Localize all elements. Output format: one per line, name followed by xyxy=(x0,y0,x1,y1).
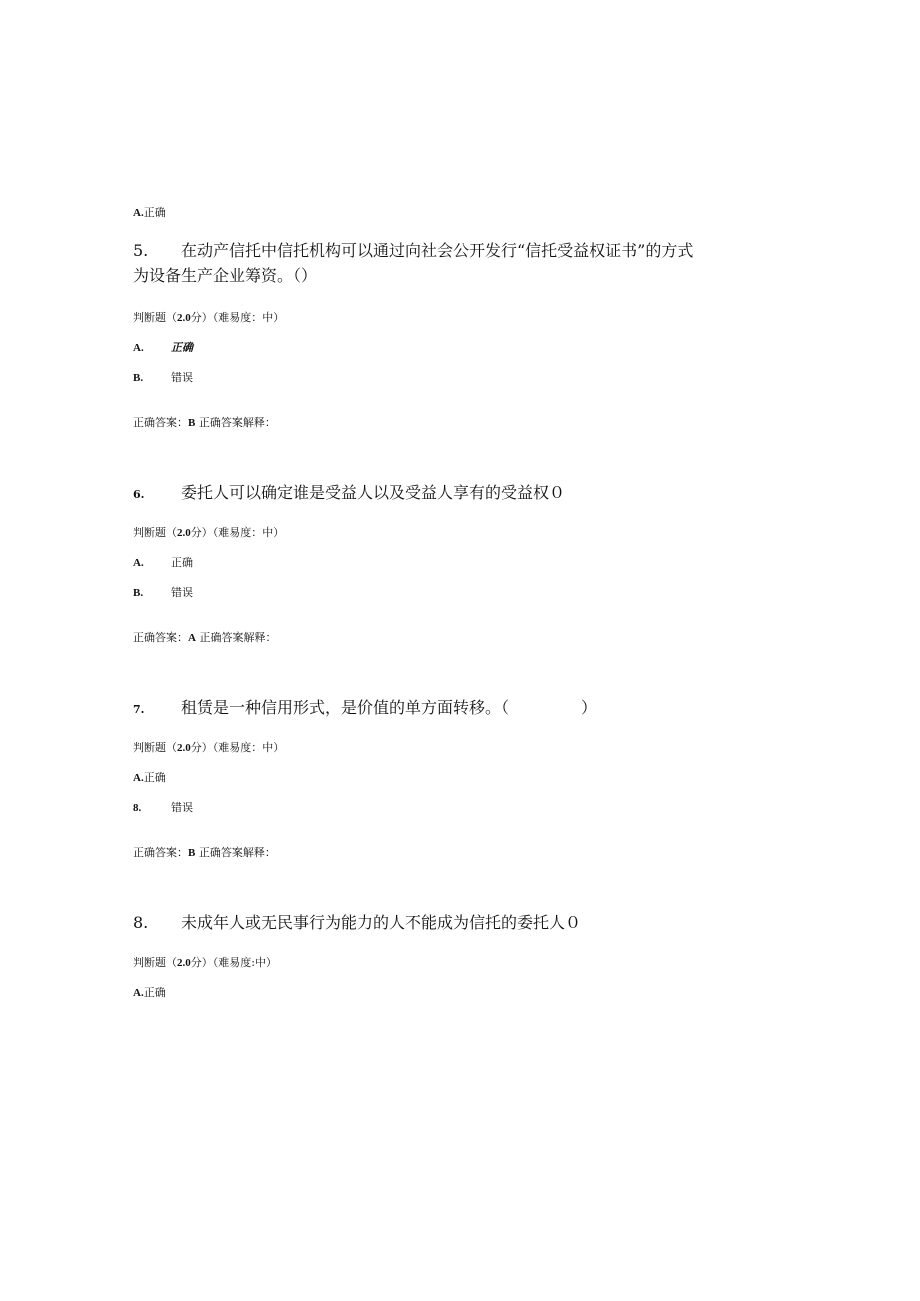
question-text: 租赁是一种信用形式，是价值的单方面转移。（ xyxy=(181,698,510,717)
option-text: 正确 xyxy=(143,771,166,784)
question-8-meta: 判断题（2.0分）（难易度:中） xyxy=(133,956,277,969)
question-text: 委托人可以确定谁是受益人以及受益人享有的受益权０ xyxy=(181,483,566,502)
option-label: A. xyxy=(133,207,144,219)
option-label: B. xyxy=(133,372,144,384)
question-number: 6. xyxy=(133,488,145,501)
question-7-option-a[interactable] xyxy=(133,771,166,785)
option-label: A. xyxy=(133,772,144,784)
question-6-option-b[interactable] xyxy=(133,586,193,600)
question-number: 5. xyxy=(133,241,149,260)
score: 2.0 xyxy=(177,527,191,539)
option-text: 错误 xyxy=(171,801,193,814)
score: 2.0 xyxy=(177,957,191,969)
question-5 xyxy=(133,239,693,263)
question-6-option-a[interactable] xyxy=(133,556,193,570)
option-text: 错误 xyxy=(171,586,193,599)
score: 2.0 xyxy=(177,742,191,754)
question-8-option-a[interactable] xyxy=(133,986,166,1000)
score: 2.0 xyxy=(177,312,191,324)
answer-value: A xyxy=(188,632,196,644)
option-label: B. xyxy=(133,587,144,599)
option-label: A. xyxy=(133,557,144,569)
question-7-option-b[interactable] xyxy=(133,801,193,815)
question-7-meta: 判断题（2.0分）（难易度：中） xyxy=(133,741,285,754)
question-6 xyxy=(133,481,565,507)
option-text: 正确 xyxy=(143,206,166,219)
question-5-option-b[interactable] xyxy=(133,371,193,385)
question-7-answer: 正确答案：B 正确答案解释： xyxy=(133,846,276,859)
top-option-a xyxy=(133,206,166,220)
question-number: 8. xyxy=(133,913,149,932)
option-text: 错误 xyxy=(171,371,193,384)
question-5-option-a[interactable] xyxy=(133,341,193,355)
option-text: 正确 xyxy=(171,341,193,354)
question-7 xyxy=(133,696,597,722)
option-label: A. xyxy=(133,342,144,354)
question-text-line1: 在动产信托中信托机构可以通过向社会公开发行“信托受益权证书”的方式 xyxy=(181,241,694,260)
option-text: 正确 xyxy=(171,556,193,569)
question-6-meta: 判断题（2.0分）（难易度：中） xyxy=(133,526,285,539)
question-5-line2: 为设备生产企业筹资。（） xyxy=(133,266,318,285)
question-text-close: ） xyxy=(581,698,598,717)
question-number: 7. xyxy=(133,703,145,716)
question-5-meta: 判断题（2.0分）（难易度：中） xyxy=(133,311,285,324)
question-5-answer: 正确答案：B 正确答案解释： xyxy=(133,416,276,429)
question-8 xyxy=(133,911,581,935)
option-label: 8. xyxy=(133,802,142,814)
option-text: 正确 xyxy=(143,986,166,999)
option-label: A. xyxy=(133,987,144,999)
answer-value: B xyxy=(188,417,196,429)
answer-value: B xyxy=(188,847,196,859)
question-text: 未成年人或无民事行为能力的人不能成为信托的委托人０ xyxy=(181,913,582,932)
question-6-answer: 正确答案：A 正确答案解释： xyxy=(133,631,277,644)
